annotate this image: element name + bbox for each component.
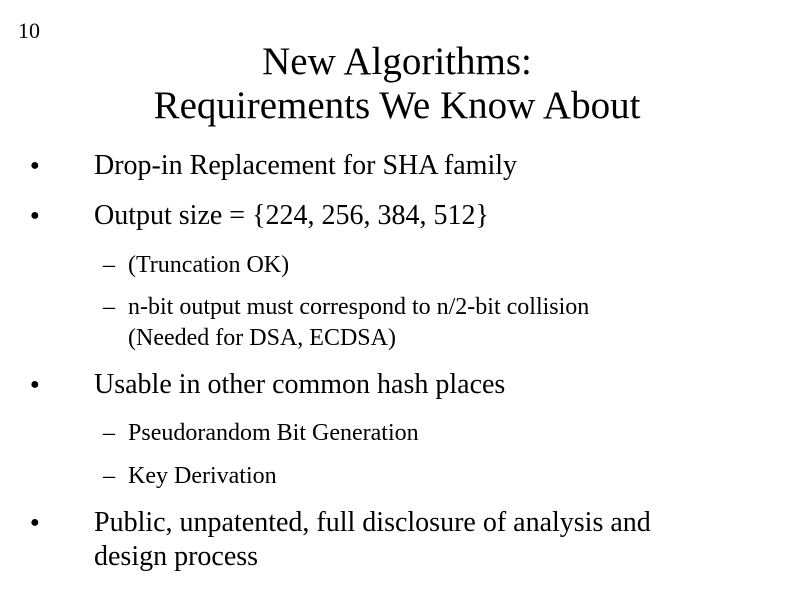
- page-number: 10: [18, 18, 40, 43]
- slide-title: [0, 40, 794, 128]
- bullet-text-line-1: Public, unpatented, full disclosure of analysis and: [94, 507, 651, 538]
- bullet-dot-icon: ●: [30, 157, 40, 174]
- dash-icon: –: [103, 420, 115, 446]
- title-line-2: Requirements We Know About: [153, 84, 641, 127]
- bullet-dot-icon: ●: [30, 514, 40, 531]
- bullet-dot-icon: ●: [30, 376, 40, 393]
- sub-bullet-text: Key Derivation: [128, 463, 277, 489]
- sub-bullet-text: Pseudorandom Bit Generation: [128, 420, 419, 446]
- dash-icon: –: [103, 252, 115, 278]
- bullet-text: Output size = {224, 256, 384, 512}: [94, 200, 489, 231]
- bullet-text: Usable in other common hash places: [94, 369, 506, 400]
- dash-icon: –: [103, 463, 115, 489]
- dash-icon: –: [103, 294, 115, 320]
- bullet-dot-icon: ●: [30, 207, 40, 224]
- sub-bullet-text: (Truncation OK): [128, 252, 290, 278]
- bullet-text: Drop-in Replacement for SHA family: [94, 150, 518, 181]
- title-line-1: New Algorithms:: [262, 40, 532, 83]
- sub-bullet-text-line-2: (Needed for DSA, ECDSA): [128, 325, 396, 351]
- bullet-text-line-2: design process: [94, 541, 259, 572]
- sub-bullet-text-line-1: n-bit output must correspond to n/2-bit collision: [128, 294, 590, 320]
